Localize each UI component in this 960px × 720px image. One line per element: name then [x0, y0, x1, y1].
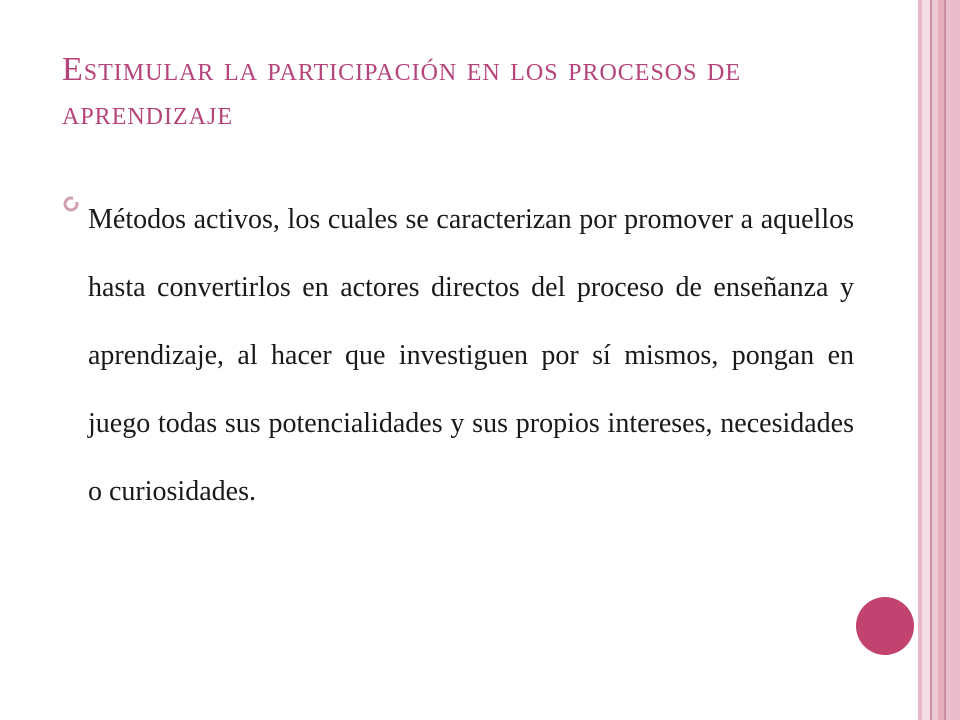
open-circle-bullet-icon — [62, 195, 80, 213]
right-border-stripe — [922, 0, 930, 720]
right-border-stripe — [946, 0, 960, 720]
accent-circle — [856, 597, 914, 655]
bullet-text: Métodos activos, los cuales se caracterizan por promover a aquellos hasta convertirlos en actores directos del proceso de enseñanza y aprendizaje, al hacer que investiguen por sí mismos, pongan en juego todas sus potencialidades y sus propios intereses, necesidades o curiosidades. — [88, 204, 854, 507]
slide-title: Estimular la participación en los procesos de aprendizaje — [62, 51, 741, 132]
